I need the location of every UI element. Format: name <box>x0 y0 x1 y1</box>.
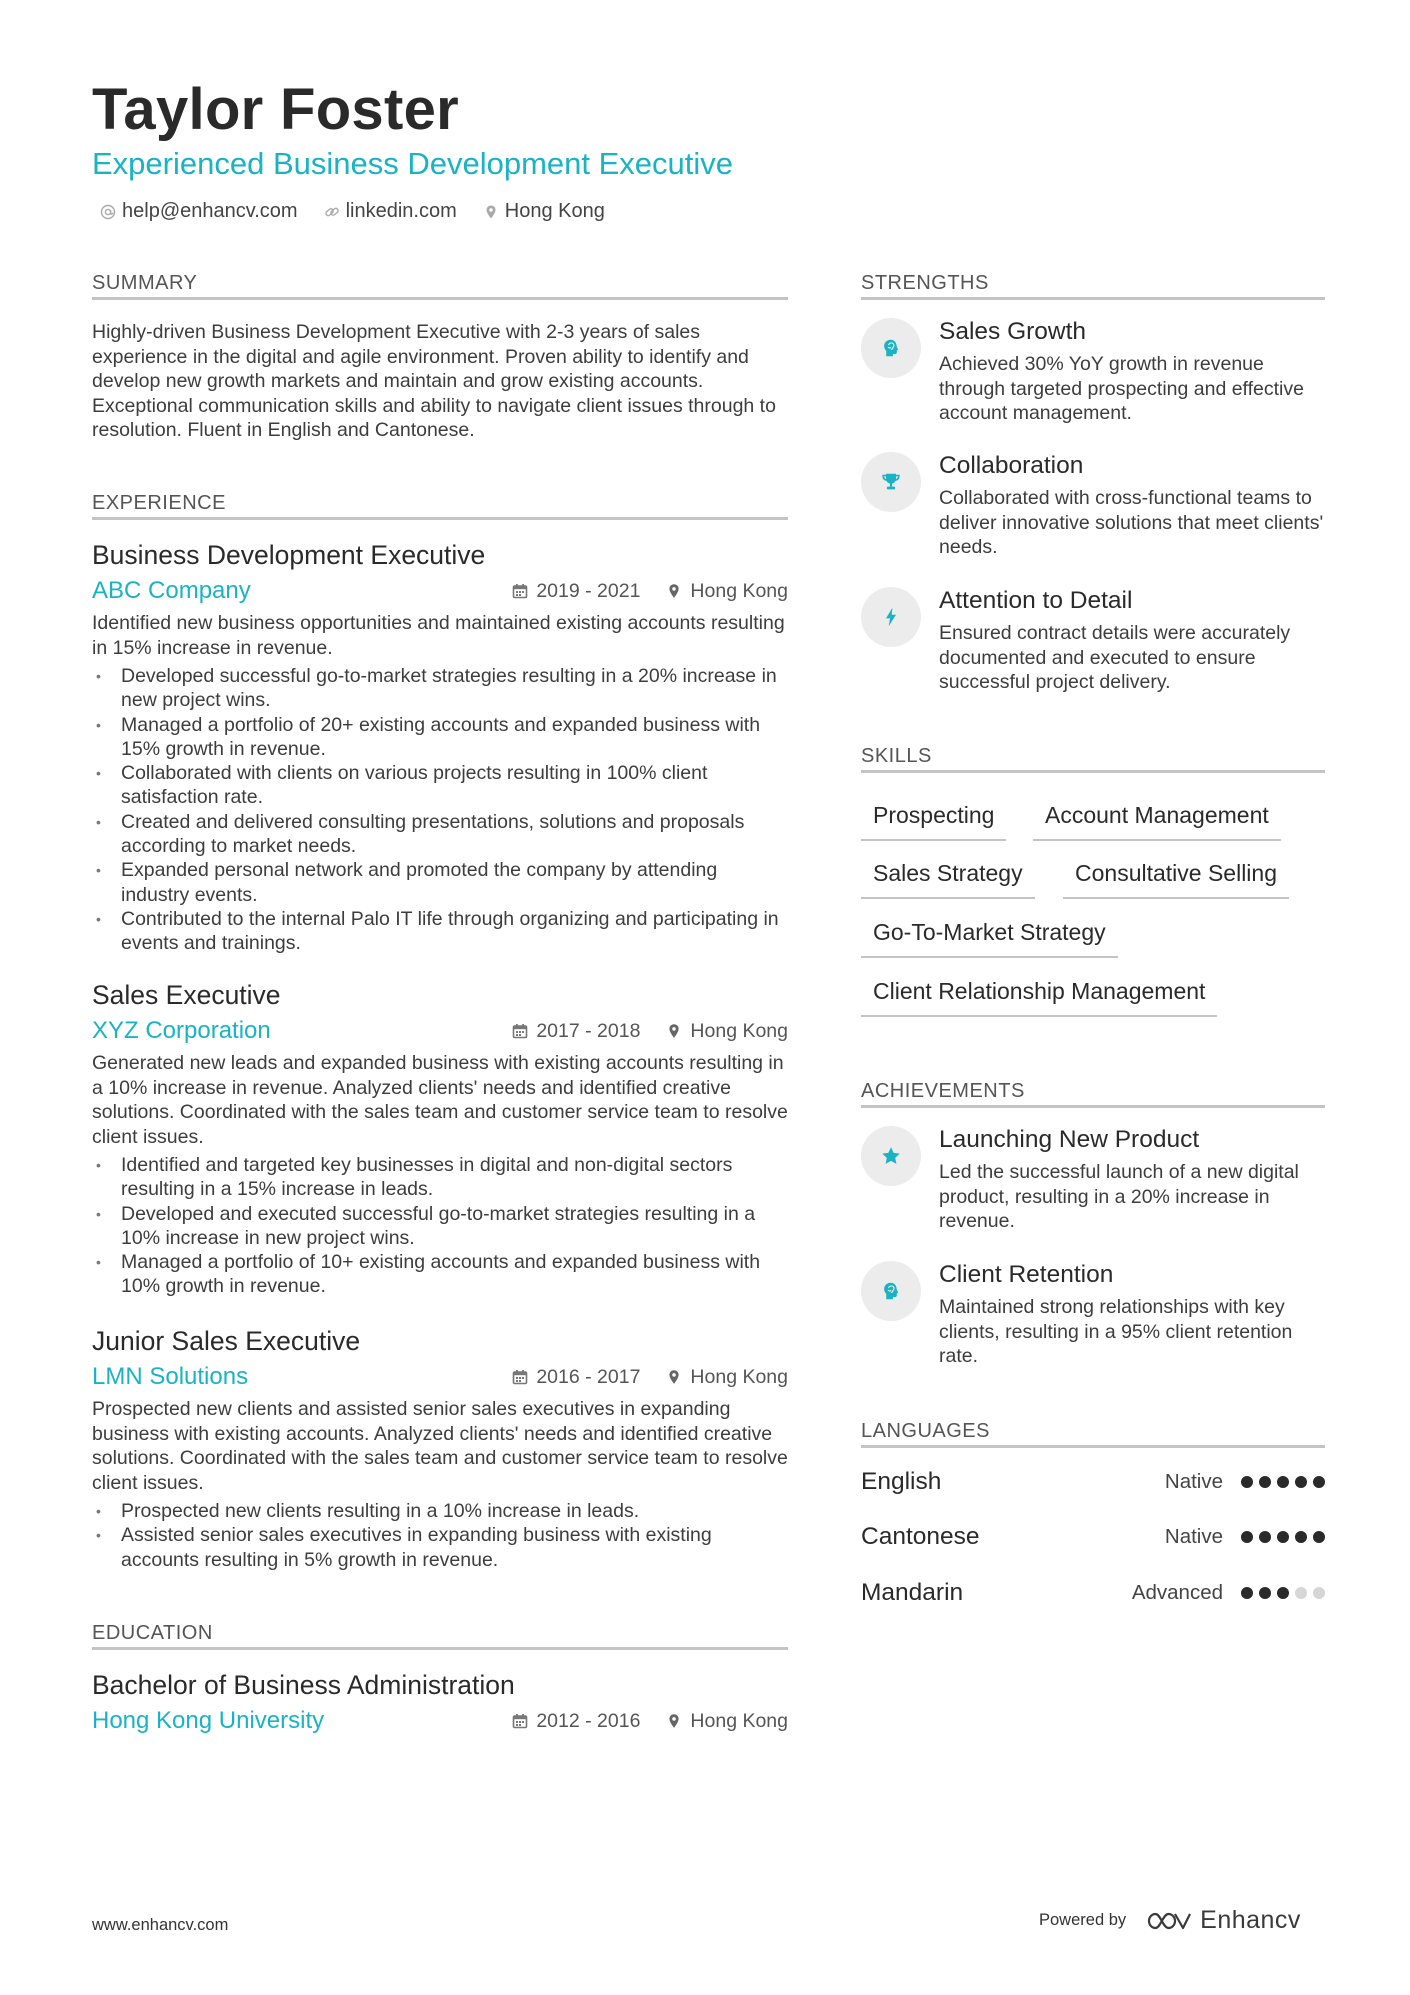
language-name: Mandarin <box>861 1579 964 1606</box>
enhancv-logo[interactable] <box>1146 1906 1301 1935</box>
rating-dot-filled <box>1313 1531 1325 1543</box>
achievement-text: Maintained strong relationships with key clients, resulting in a 95% client retention rate. <box>939 1296 1293 1367</box>
job-bullet: • Managed a portfolio of 20+ existing accounts and expanded business with 15% growth in revenue. <box>92 713 788 762</box>
strength-text: Ensured contract details were accurately documented and executed to ensure successful project delivery. <box>939 622 1291 693</box>
job-entry <box>92 1326 788 1572</box>
linkedin-text: linkedin.com <box>345 200 457 222</box>
enhancv-logo-icon <box>1146 1909 1192 1933</box>
strengths-heading: STRENGTHS <box>861 272 989 294</box>
location-pin-icon <box>666 1713 682 1729</box>
brain-icon <box>880 337 902 359</box>
job-bullet: • Contributed to the internal Palo IT life through organizing and participating in events and trainings. <box>92 907 788 956</box>
job-entry <box>92 540 788 956</box>
job-location: Hong Kong <box>690 579 788 602</box>
achievements-divider <box>861 1105 1325 1108</box>
job-bullet: • Identified and targeted key businesses in digital and non-digital sectors resulting in a 15% increase in leads. <box>92 1153 788 1202</box>
job-bullets <box>92 1153 788 1299</box>
rating-dot-empty <box>1295 1587 1307 1599</box>
location-pin-icon <box>666 1023 682 1039</box>
education-entry <box>92 1670 788 1735</box>
language-rating <box>1241 1587 1325 1599</box>
contact-location <box>483 200 605 223</box>
job-location: Hong Kong <box>690 1019 788 1042</box>
summary-text: Highly-driven Business Development Executive with 2-3 years of sales experience in the digital and agile environment. Proven ability to identify and develop new growth markets and maintain and grow existing accounts. Exceptional communication skills and ability to navigate client issues through to resolution. Fluent in English and Cantonese. <box>92 321 776 441</box>
degree-title: Bachelor of Business Administration <box>92 1670 515 1700</box>
rating-dot-filled <box>1259 1587 1271 1599</box>
languages-divider <box>861 1445 1325 1448</box>
skill-tag: Prospecting <box>861 802 1006 841</box>
school-name: Hong Kong University <box>92 1707 325 1734</box>
skills-divider <box>861 770 1325 773</box>
job-dates: 2016 - 2017 <box>536 1365 641 1388</box>
skill-tag: Client Relationship Management <box>861 978 1217 1017</box>
achievement-item <box>861 1126 1331 1234</box>
strength-title: Attention to Detail <box>939 587 1133 614</box>
candidate-headline: Experienced Business Development Executive <box>92 146 734 181</box>
education-heading: EDUCATION <box>92 1622 213 1644</box>
link-icon <box>324 204 340 220</box>
job-bullets <box>92 664 788 956</box>
strength-item <box>861 318 1331 426</box>
skills-heading: SKILLS <box>861 745 932 767</box>
rating-dot-filled <box>1241 1531 1253 1543</box>
strength-text: Achieved 30% YoY growth in revenue through targeted prospecting and effective account management. <box>939 353 1304 424</box>
contact-bar <box>100 200 605 223</box>
strength-title: Collaboration <box>939 452 1084 479</box>
calendar-icon <box>512 1023 528 1039</box>
footer-branding <box>1039 1906 1301 1935</box>
rating-dot-filled <box>1295 1476 1307 1488</box>
language-row <box>861 1523 1325 1551</box>
education-dates: 2012 - 2016 <box>536 1709 641 1732</box>
rating-dot-filled <box>1277 1531 1289 1543</box>
language-level: Native <box>1164 1470 1223 1493</box>
job-location: Hong Kong <box>690 1365 788 1388</box>
job-dates: 2019 - 2021 <box>536 579 641 602</box>
calendar-icon <box>512 1713 528 1729</box>
job-description: Generated new leads and expanded business with existing accounts resulting in a 10% increase in revenue. Analyzed clients' needs and identified creative solutions. Coordinated with the sales team and customer service team to resolve client issues. <box>92 1052 788 1148</box>
rating-dot-filled <box>1241 1476 1253 1488</box>
trophy-icon <box>880 471 902 493</box>
job-bullet: • Created and delivered consulting presentations, solutions and proposals according to market needs. <box>92 810 788 859</box>
language-rating <box>1241 1531 1325 1543</box>
summary-divider <box>92 297 788 300</box>
rating-dot-empty <box>1313 1587 1325 1599</box>
strength-item <box>861 452 1331 560</box>
summary-heading: SUMMARY <box>92 272 198 294</box>
education-location: Hong Kong <box>690 1709 788 1732</box>
rating-dot-filled <box>1277 1587 1289 1599</box>
achievement-text: Led the successful launch of a new digital product, resulting in a 20% increase in revenue. <box>939 1161 1299 1232</box>
strength-title: Sales Growth <box>939 318 1087 345</box>
job-bullet: • Managed a portfolio of 10+ existing accounts and expanded business with 10% growth in revenue. <box>92 1250 788 1299</box>
rating-dot-filled <box>1277 1476 1289 1488</box>
job-bullet: • Developed and executed successful go-to-market strategies resulting in a 10% increase in new project wins. <box>92 1202 788 1251</box>
experience-heading: EXPERIENCE <box>92 492 226 514</box>
location-text: Hong Kong <box>504 200 605 222</box>
rating-dot-filled <box>1259 1476 1271 1488</box>
skill-tag: Sales Strategy <box>861 860 1035 899</box>
rating-dot-filled <box>1259 1531 1271 1543</box>
company-name: ABC Company <box>92 577 251 604</box>
rating-dot-filled <box>1241 1587 1253 1599</box>
strengths-divider <box>861 297 1325 300</box>
contact-email[interactable] <box>100 200 298 223</box>
education-divider <box>92 1647 788 1650</box>
job-title: Business Development Executive <box>92 540 486 570</box>
achievement-title: Launching New Product <box>939 1126 1200 1153</box>
at-icon <box>100 204 116 220</box>
contact-linkedin[interactable] <box>324 200 457 223</box>
rating-dot-filled <box>1313 1476 1325 1488</box>
star-icon <box>880 1145 902 1167</box>
job-bullet: • Developed successful go-to-market strategies resulting in a 20% increase in new project wins. <box>92 664 788 713</box>
company-name: XYZ Corporation <box>92 1017 271 1044</box>
skill-tag: Account Management <box>1033 802 1281 841</box>
candidate-name: Taylor Foster <box>92 77 460 142</box>
bolt-icon <box>880 606 902 628</box>
calendar-icon <box>512 1369 528 1385</box>
job-bullet: • Prospected new clients resulting in a 10% increase in leads. <box>92 1499 788 1523</box>
language-row <box>861 1468 1325 1496</box>
email-text: help@enhancv.com <box>122 200 298 222</box>
job-description: Prospected new clients and assisted senior sales executives in expanding business with existing accounts. Analyzed clients' needs and identified creative solutions. Coordinated with the sales team and customer service team to resolve client issues. <box>92 1398 788 1494</box>
experience-divider <box>92 517 788 520</box>
company-name: LMN Solutions <box>92 1363 249 1390</box>
strength-item <box>861 587 1331 695</box>
calendar-icon <box>512 583 528 599</box>
achievement-title: Client Retention <box>939 1261 1114 1288</box>
job-title: Junior Sales Executive <box>92 1326 361 1356</box>
strength-text: Collaborated with cross-functional teams to deliver innovative solutions that meet clients' needs. <box>939 487 1324 558</box>
job-dates: 2017 - 2018 <box>536 1019 641 1042</box>
job-bullets <box>92 1499 788 1572</box>
skill-tag: Consultative Selling <box>1063 860 1289 899</box>
language-rating <box>1241 1476 1325 1488</box>
achievement-item <box>861 1261 1331 1369</box>
language-name: Cantonese <box>861 1523 980 1550</box>
achievements-heading: ACHIEVEMENTS <box>861 1080 1025 1102</box>
job-description: Identified new business opportunities and maintained existing accounts resulting in 15% increase in revenue. <box>92 612 785 659</box>
job-bullet: • Collaborated with clients on various projects resulting in 100% client satisfaction rate. <box>92 761 788 810</box>
location-pin-icon <box>666 1369 682 1385</box>
language-level: Advanced <box>1131 1581 1223 1604</box>
brand-name: Enhancv <box>1200 1906 1301 1934</box>
job-bullet: • Expanded personal network and promoted the company by attending industry events. <box>92 858 788 907</box>
job-title: Sales Executive <box>92 980 281 1010</box>
language-level: Native <box>1164 1525 1223 1548</box>
footer-website[interactable]: www.enhancv.com <box>92 1916 229 1934</box>
brain-icon <box>880 1280 902 1302</box>
job-entry <box>92 980 788 1299</box>
language-name: English <box>861 1468 942 1495</box>
language-row <box>861 1579 1325 1607</box>
rating-dot-filled <box>1295 1531 1307 1543</box>
languages-heading: LANGUAGES <box>861 1420 990 1442</box>
powered-by-text: Powered by <box>1039 1911 1127 1929</box>
location-pin-icon <box>483 204 499 220</box>
skill-tag: Go-To-Market Strategy <box>861 919 1118 958</box>
job-bullet: • Assisted senior sales executives in expanding business with existing accounts resulting in 5% growth in revenue. <box>92 1523 788 1572</box>
location-pin-icon <box>666 583 682 599</box>
